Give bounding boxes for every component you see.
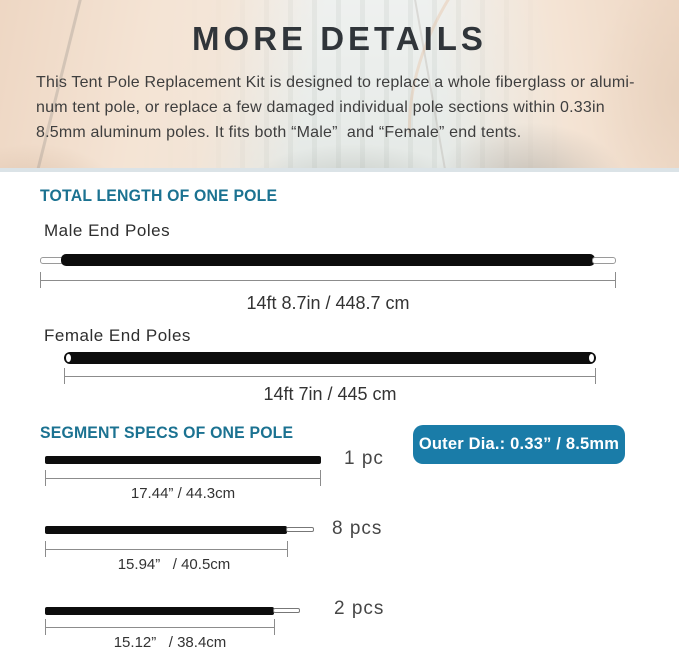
female-pole-label: Female End Poles bbox=[44, 326, 191, 345]
male-pole-dimension-label: 14ft 8.7in / 448.7 cm bbox=[246, 293, 410, 313]
segment-dimension-line bbox=[45, 619, 275, 635]
segment-dimension-line bbox=[45, 541, 288, 557]
segment-dimension-line bbox=[45, 470, 321, 486]
female-pole-socket-left bbox=[66, 354, 71, 362]
outer-diameter-badge-label: Outer Dia.: 0.33” / 8.5mm bbox=[418, 435, 620, 453]
male-pole-dimension-line bbox=[40, 272, 616, 288]
page-title: MORE DETAILS bbox=[192, 20, 487, 57]
hero-bottom-edge bbox=[0, 168, 679, 172]
description-line: This Tent Pole Replacement Kit is designed to replace a whole fiberglass or alumi- bbox=[36, 74, 635, 91]
outer-diameter-badge bbox=[413, 425, 625, 464]
segment-dimension-label: 17.44” / 44.3cm bbox=[130, 485, 236, 502]
female-pole-socket-right bbox=[589, 354, 594, 362]
segment-tip-8pcs bbox=[286, 527, 314, 532]
segment-tip-2pcs bbox=[273, 608, 300, 613]
section-heading-segment-specs: SEGMENT SPECS OF ONE POLE bbox=[40, 423, 294, 442]
segment-dimension-label: 15.94” / 40.5cm bbox=[117, 556, 231, 573]
segment-qty-label: 1 pc bbox=[344, 448, 384, 469]
segment-qty-label: 8 pcs bbox=[332, 518, 383, 539]
hero-tent-photo bbox=[0, 0, 679, 172]
section-heading-total-length: TOTAL LENGTH OF ONE POLE bbox=[40, 186, 278, 205]
segment-bar-1pc bbox=[45, 456, 321, 464]
female-pole-dimension-line bbox=[64, 368, 596, 384]
description-line: num tent pole, or replace a few damaged individual pole sections within 0.33in bbox=[36, 99, 605, 116]
male-pole-label: Male End Poles bbox=[44, 221, 171, 240]
segment-bar-8pcs bbox=[45, 526, 287, 534]
description-line: 8.5mm aluminum poles. It fits both “Male” and “Female” end tents. bbox=[36, 124, 522, 141]
male-pole-bar bbox=[61, 254, 595, 266]
female-pole-dimension-label: 14ft 7in / 445 cm bbox=[263, 384, 397, 404]
segment-bar-2pcs bbox=[45, 607, 274, 615]
segment-dimension-label: 15.12” / 38.4cm bbox=[113, 634, 227, 650]
product-description bbox=[36, 70, 635, 145]
segment-qty-label: 2 pcs bbox=[334, 598, 385, 619]
female-pole-diagram bbox=[64, 352, 596, 364]
male-pole-diagram bbox=[40, 254, 616, 267]
male-pole-tip-right bbox=[592, 257, 616, 264]
